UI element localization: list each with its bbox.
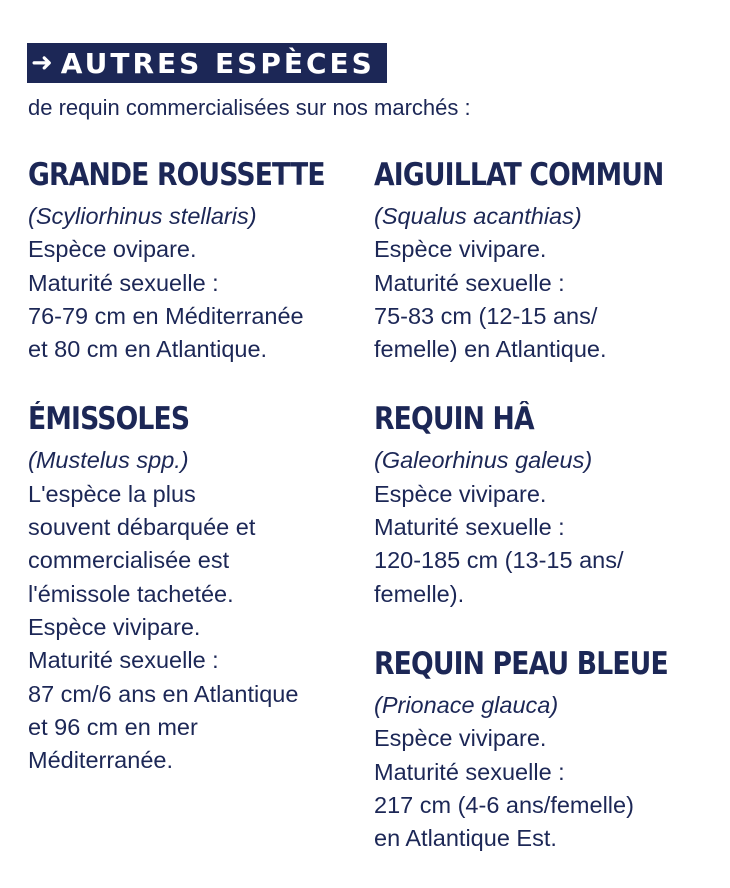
- species-grande-roussette: [28, 152, 373, 366]
- species-line: Maturité sexuelle :: [28, 269, 219, 296]
- species-line: en Atlantique Est.: [374, 825, 557, 852]
- species-line: 76-79 cm en Méditerranée: [28, 302, 304, 329]
- species-requin-ha: [374, 396, 719, 610]
- species-line: Espèce vivipare.: [374, 480, 547, 507]
- intro-text: de requin commercialisées sur nos marchés :: [28, 95, 471, 120]
- species-line: et 80 cm en Atlantique.: [28, 336, 268, 363]
- species-aiguillat-commun: [374, 152, 719, 366]
- species-line: 75-83 cm (12-15 ans/: [374, 302, 598, 329]
- species-line: l'émissole tachetée.: [28, 580, 234, 607]
- species-name: REQUIN HÂ: [374, 401, 534, 438]
- species-line: Maturité sexuelle :: [374, 758, 565, 785]
- species-line: femelle).: [374, 580, 465, 607]
- species-line: commercialisée est: [28, 547, 230, 574]
- species-line: L'espèce la plus: [28, 480, 196, 507]
- species-latin-name: (Prionace glauca): [374, 691, 559, 718]
- species-latin-name: (Squalus acanthias): [374, 203, 582, 229]
- species-name: REQUIN PEAU BLEUE: [374, 645, 668, 682]
- species-line: Espèce vivipare.: [28, 613, 201, 640]
- species-line: Méditerranée.: [28, 747, 173, 774]
- species-line: Maturité sexuelle :: [374, 514, 565, 541]
- species-line: Espèce vivipare.: [374, 236, 547, 263]
- species-requin-peau-bleue: [374, 641, 719, 855]
- species-line: 87 cm/6 ans en Atlantique: [28, 680, 299, 707]
- species-line: souvent débarquée et: [28, 514, 256, 541]
- species-name: ÉMISSOLES: [28, 401, 190, 438]
- species-line: Espèce vivipare.: [374, 725, 547, 752]
- species-name: GRANDE ROUSSETTE: [28, 157, 325, 193]
- section-banner: [27, 43, 387, 83]
- species-latin-name: (Mustelus spp.): [28, 447, 189, 474]
- arrow-right-icon: ➜: [31, 48, 53, 78]
- species-line: Maturité sexuelle :: [28, 647, 219, 674]
- species-line: Maturité sexuelle :: [374, 269, 565, 296]
- species-line: et 96 cm en mer: [28, 713, 198, 740]
- species-emissoles: [28, 396, 373, 777]
- species-latin-name: (Galeorhinus galeus): [374, 447, 593, 474]
- section-title: AUTRES ESPÈCES: [60, 46, 375, 80]
- species-line: 120-185 cm (13-15 ans/: [374, 547, 624, 574]
- species-latin-name: (Scyliorhinus stellaris): [28, 203, 257, 229]
- species-line: femelle) en Atlantique.: [374, 336, 607, 363]
- species-line: 217 cm (4-6 ans/femelle): [374, 791, 634, 818]
- left-column: [28, 152, 373, 807]
- species-line: Espèce ovipare.: [28, 236, 197, 263]
- species-name: AIGUILLAT COMMUN: [374, 157, 664, 193]
- right-column: [374, 152, 719, 885]
